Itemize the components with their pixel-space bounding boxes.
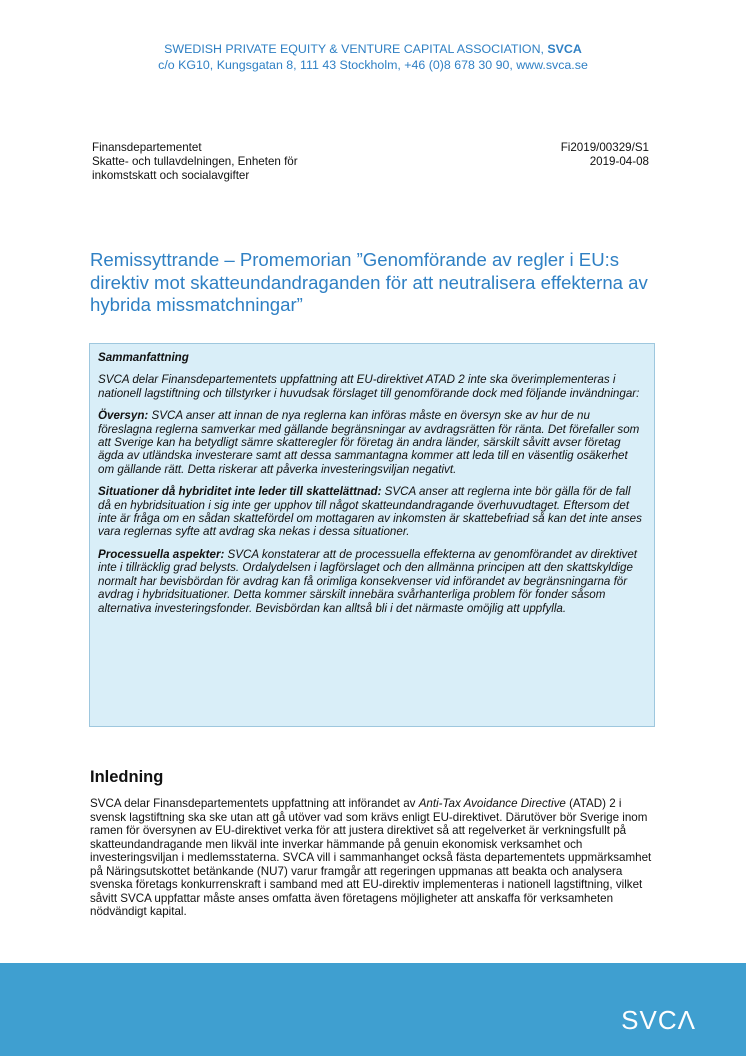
summary-point [98,485,646,539]
footer-band [0,963,746,1056]
summary-box [89,343,655,727]
letterhead-address: c/o KG10, Kungsgatan 8, 111 43 Stockholm, +46 (0)8 678 30 90, www.svca.se [158,57,588,72]
summary-point-label: Processuella aspekter: [98,547,225,561]
recipient-line-2: Skatte- och tullavdelningen, Enheten för [92,155,298,168]
introduction-body [90,797,658,919]
reference-date: 2019-04-08 [589,155,649,168]
summary-heading: Sammanfattning [98,351,189,364]
summary-intro: SVCA delar Finansdepartementets uppfattning att EU-direktivet ATAD 2 inte ska överimplementeras i nationell lagstiftning och tillstyrker i huvudsak förslaget till genomförande dock med följande invändningar: [98,373,640,400]
introduction-heading: Inledning [90,768,164,786]
recipient-block [92,141,382,183]
recipient-line-1: Finansdepartementet [92,141,202,154]
directive-name: Anti-Tax Avoidance Directive [418,797,566,810]
summary-point-text: SVCA anser att reglerna inte bör gälla för de fall då en hybridsituation i sig inte ger upphov till något skatteundandragande överhuvudtaget. Eftersom det inte är fråga om en sådan skattefördel om mottagaren av inkomsten är skattebefriad så kan det inte anses vara reglernas syfte att avdrag ska nekas i dessa situationer. [98,485,642,539]
summary-point-text: SVCA anser att innan de nya reglerna kan införas måste en översyn ske av hur de nu föreslagna reglerna samverkar med gällande begränsningar av avdragsrätten för ränta. Det förefaller som att Sverige kan ha betydligt sämre skatteregler för företag än andra länder, särskilt såvitt avser företag ägda av utländska investerare samt att dessa sammantagna kommer att leda till en väsentlig osäkerhet om gällande rätt. Detta riskerar att påverka investeringsviljan negativt. [98,409,640,476]
letterhead [0,42,746,73]
summary-point-label: Översyn: [98,409,149,423]
introduction-text-start: SVCA delar Finansdepartementets uppfattning att införandet av [90,797,419,810]
letterhead-org-line [0,42,746,58]
reference-number: Fi2019/00329/S1 [560,141,649,154]
reference-block [561,141,649,169]
introduction-text-rest: (ATAD) 2 i svensk lagstiftning ska ske utan att gå utöver vad som krävs enligt EU-direktivet. Därutöver bör Sverige inom ramen för översynen av EU-direktivet verka för att justera direktivet så att regelverket är verkningsfullt på skatteundandragande men likväl inte inverkar hämmande på genuin ekonomisk verksamhet och investeringsviljan i medlemsstaterna. SVCA vill i sammanhanget också fästa departementets uppmärksamhet på Näringsutskottet betänkande (NU7) varur framgår att regeringen uppmanas att beakta och analysera svenska företags konkurrenskraft i samband med att EU-direktiv implementeras i nationell lagstiftning, vilket såvitt SVCA uppfattar måste anses omfatta även företagens möjligheter att anskaffa för verksamheten nödvändigt kapital. [90,797,652,918]
recipient-line-3: inkomstskatt och socialavgifter [92,169,250,182]
summary-point [98,548,646,615]
document-title: Remissyttrande – Promemorian ”Genomförande av regler i EU:s direktiv mot skatteundandraganden för att neutralisera effekterna av hybrida missmatchningar” [90,249,648,315]
svca-logo: SVCΛ [621,1005,696,1035]
summary-point-label: Situationer då hybriditet inte leder till skattelättnad: [98,485,382,499]
summary-point-text: SVCA konstaterar att de processuella effekterna av genomförandet av direktivet inte i tillräcklig grad belysts. Ordalydelsen i lagförslaget och den allmänna principen att den skattskyldige normalt har bevisbördan för avdrag kan få orimliga konsekvenser vid införandet av begränsningarna för avdrag i hybridsituationer. Detta kommer särskilt innebära svårhanterliga problem för fonder såsom alternativa investeringsfonder. Bevisbördan kan alltså bli i det närmaste omöjlig att uppfylla. [98,547,637,615]
org-abbreviation: SVCA [547,42,582,56]
org-name: SWEDISH PRIVATE EQUITY & VENTURE CAPITAL ASSOCIATION, [164,42,548,56]
summary-point [98,409,646,476]
